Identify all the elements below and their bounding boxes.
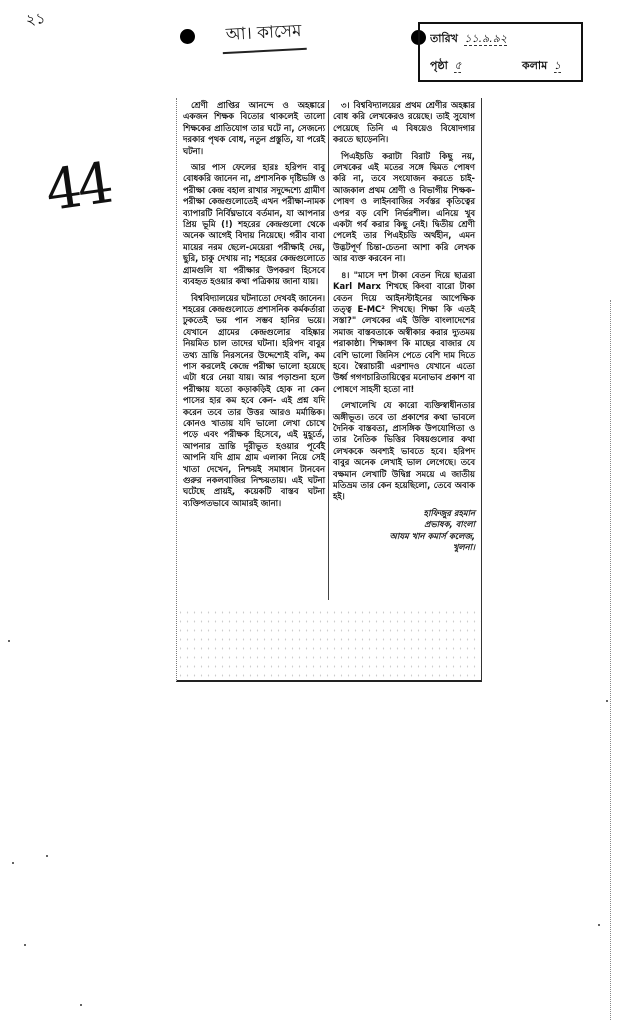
corner-handwritten-mark: ২১	[24, 9, 47, 29]
author-name: হাফিজুর রহমান	[423, 507, 475, 518]
scan-noise-dot	[8, 640, 10, 642]
author-college: আযম খান কমার্স কলেজ,	[389, 530, 475, 541]
article-paragraph: লেখালেখি যে কারো ব্যক্তিস্বাধীনতার অঙ্গীভূত। তবে তা প্রকাশের কথা ভাবলে দৈনিক বাস্তবতা, প্রাসঙ্গিক উপযোগিতা ও তার নৈতিক ভিত্তির বিষয়গুলোর কথা লেখককে অবশ্যই ভাবতে হবে। হরিপদ বাবুর অনেক লেখাই ভাল লেগেছে। তবে বক্ষমান লেখাটি উদ্বিগ্ন সময়ে এ জাতীয় মতিভ্রম তার কেন হয়েছিলো, তেবে অবাক হই।	[333, 400, 475, 502]
scan-noise-dot	[80, 1004, 82, 1006]
article-paragraph: আর পাস ফেলের হারঃ হরিপদ বাবু বোধকরি জানেন না, প্রশাসনিক দৃষ্টিভঙ্গি ও পরীক্ষা কেন্দ্র বহাল রাখার সদুদ্দেশ্যে গ্রামীণ পরীক্ষা কেন্দ্রগুলোতেই এখন পরীক্ষা-নামক ব্যাপারটি নির্বিঘ্নভাবে বর্তমান, যা আপনার প্রিয় ভূমি (!) শহরের কেন্দ্রগুলো থেকে অনেক আগেই বিদায় নিয়েছে। গরীব বাবা মায়ের নরম ছেলে-মেয়েরা পরীক্ষাই দেয়, ছুরি, চাকু দেখায় না; শহরের কেন্দ্রগুলোতে গ্রামগুলি যা পরীক্ষার উপকরণ হিসেবে ব্যবহৃত হওয়ার কথা পত্রিকায় জানা যায়।	[183, 162, 325, 287]
stamp-date-row	[430, 30, 573, 49]
article-paragraph: পিএইচডি করাটা বিরাট কিছু নয়, লেখকের এই মতের সঙ্গে দ্বিমত পোষণ করি না, তবে সংযোজন করতে চাই- আজকাল প্রথম শ্রেণী ও বিভাগীয় শিক্ষক-পোষণ ও লাইনবাজির সর্বস্তর কৃতিত্বের ওপর বড় বেশি নির্ভরশীল। এনিয়ে খুব একটা গর্ব করার কিছু নেই। দ্বিতীয় শ্রেণী পেলেই তার পিএইচডি অর্থহীন, এমন উদ্ভটপূর্ণ চিন্তা-চেতনা আশা করি লেখক আর ব্যক্ত করবেন না।	[333, 150, 475, 264]
column-divider	[328, 100, 329, 600]
author-signature	[333, 508, 475, 554]
stamp-column-value: ১	[553, 59, 561, 72]
author-title: প্রভাষক, বাংলা	[424, 519, 475, 530]
article-paragraph: শ্রেণী প্রাপ্তির আনন্দে ও অহঙ্কারে একজন শিক্ষক বিতোর থাকলেই তালো শিক্ষকের প্রাতিযোগ তার ঘটে না, সেজন্যে দরকার পৃথক বোধ, নতুন প্রস্তুতি, যা পরেই ঘটনা।	[183, 100, 325, 156]
stamp-date-label: তারিখ	[430, 32, 458, 45]
stamp-page-label: পৃষ্ঠা	[430, 59, 448, 72]
stamp-column-label: কলাম	[522, 59, 548, 72]
article-paragraph: বিশ্ববিদ্যালয়ের ঘটনাতো দেখবই জানেন। শহরের কেন্দ্রগুলোতে প্রশাসনিক কর্মকর্তারা ঢুকতেই ভয় পান সম্ভব হানির ভয়ে। যেখানে গ্রামের কেন্দ্রগুলোর বহিষ্কার নিয়মিত চাল তাদের ঘটনা। হরিপদ বাবুর তথ্য ভ্রান্তি নিরসনের উদ্দেশ্যেই বলি, কম পাস করলেই কেন্দ্রে পরীক্ষা ভালো হয়েছে এটা ধরে নেয়া যায়। আর পড়াশুনা হলে পরীক্ষায় যতো কড়াকড়িই হোক না কেন পাসের হার কম হবে কেন- এই প্রশ্ন যদি করেন তবে তার উত্তর আরও মর্মান্তিক। কোনও খাতায় যদি ভালো লেখা চোখে পড়ে এবং পরীক্ষক হিসেবে, এই মুহূর্তে, আপনার ভ্রান্তি দূরীভূত হওয়ার পূর্বেই আপনি যদি গ্রাম গ্রাম এলাকা নিয়ে সেই খাতা দেখেন, নিশ্চয়ই সমাধান টানবেন গুরুর নকলবাজির নিশ্চয়তায়। এই ঘটনা ঘটেছে প্রায়ই, কয়েকটি বাস্তব ঘটনা ব্যক্তিগতভাবে আমারই জানা।	[183, 292, 325, 508]
date-stamp	[418, 22, 583, 82]
handwritten-page-number: 44	[41, 150, 114, 225]
newspaper-clipping	[176, 98, 482, 682]
stamp-page-row	[430, 57, 573, 76]
scan-speckle-area	[177, 608, 481, 678]
scan-noise-dot	[46, 855, 48, 857]
author-city: খুলনা।	[452, 542, 475, 553]
scan-noise-dot	[598, 924, 600, 926]
scan-edge-line	[610, 300, 612, 1020]
stamp-date-value: ১১.৯.৯২	[464, 32, 508, 45]
scan-noise-dot	[606, 700, 608, 702]
article-column-right	[333, 100, 475, 553]
article-paragraph: ৪। "মাসে দশ টাকা বেতন দিয়ে ছাত্ররা Karl Marx শিখছে কিংবা বারো টাকা বেতন দিয়ে আইনস্টাইনের আপেক্ষিক তত্ত্ব E-MC² শিখছে। শিক্ষা কি এতই সস্তা?" লেখকের এই উক্তি বাংলাদেশের সমাজ বাস্তবতাকে অস্বীকার করার দ্যুতময় পরাকাষ্ঠা। শিক্ষাঙ্গণ কি মাছের বাজার যে বেশি ভালো জিনিস পেতে বেশি দাম দিতে হবে। স্বৈরাচারী এরশাদও যেখানে এতো উর্ধ্ব গগণচারিতায়িত্বের মনোভাব প্রকাশ বা পোষণে সাহসী হতো না!	[333, 269, 475, 394]
stamp-page-value: ৫	[454, 59, 462, 72]
article-paragraph: ৩। বিশ্ববিদ্যালয়ের প্রথম শ্রেণীর অহঙ্কার বোধ করি লেখকেরও রয়েছে। তাই সুযোগ পেয়েছে তিনি এ বিষয়েও বিষোদগার করতে ছাড়েননি।	[333, 100, 475, 145]
scan-noise-dot	[12, 862, 14, 864]
punch-dot-left	[180, 29, 195, 44]
article-column-left	[183, 100, 325, 514]
scan-noise-dot	[24, 944, 26, 946]
handwritten-header-note: আ। কাসেম	[221, 18, 306, 54]
